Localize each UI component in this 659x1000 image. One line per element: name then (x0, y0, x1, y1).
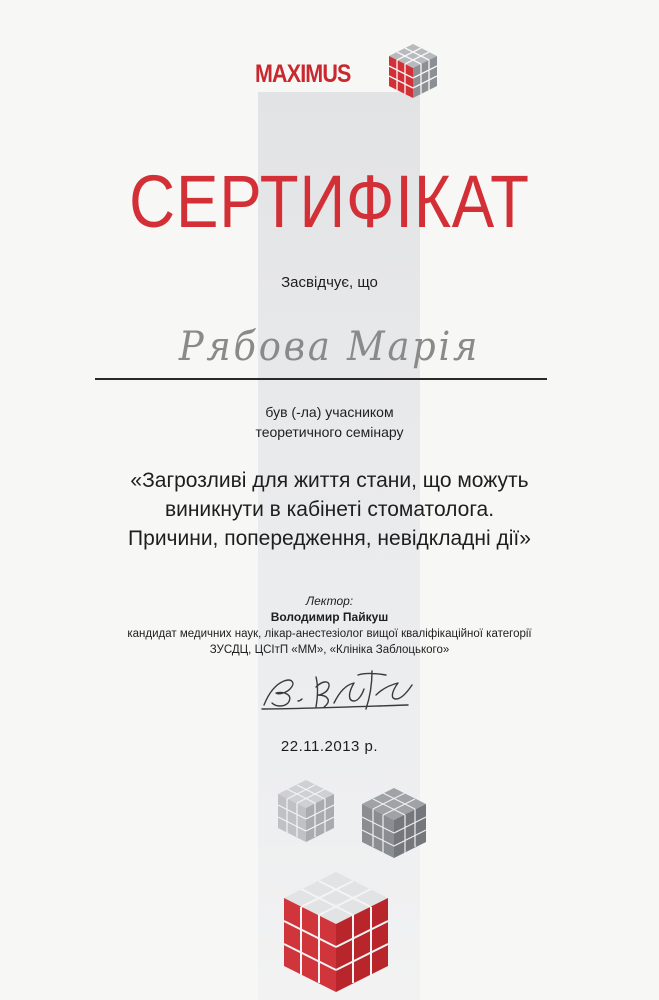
seminar-title-line: «Загрозливі для життя стани, що можуть (130, 469, 529, 492)
cube-icon (278, 780, 334, 842)
seminar-title-line: виникнути в кабінеті стоматолога. (164, 498, 495, 521)
logo-text: MAXIMUS (255, 60, 351, 88)
lecturer-credentials (0, 626, 659, 658)
lecturer-name: Володимир Пайкуш (270, 610, 389, 624)
lecturer-signature (258, 665, 418, 713)
credentials-line: кандидат медичних наук, лікар-анестезіолог вищої кваліфікаційної категорії (127, 628, 532, 640)
logo-cube-icon (387, 42, 439, 100)
maximus-logo (255, 42, 440, 104)
recipient-underline (95, 378, 547, 380)
certificate-date: 22.11.2013 р. (280, 738, 379, 755)
recipient-name: Рябова Марія (178, 324, 481, 370)
cube-icon (284, 872, 388, 992)
lecturer-label: Лектор: (305, 594, 354, 608)
participant-line: теоретичного семінару (255, 424, 404, 440)
credentials-line: ЗУСДЦ, ЦСІтП «ММ», «Клініка Заблоцького» (209, 644, 450, 656)
certificate-title: СЕРТИФІКАТ (129, 160, 530, 243)
decorative-cubes-icon (270, 780, 445, 1000)
participant-line: був (-ла) учасником (265, 404, 394, 420)
certifies-text: Засвідчує, що (281, 274, 378, 291)
seminar-title-line: Причини, попередження, невідкладні дії» (128, 527, 531, 550)
seminar-title (0, 466, 659, 553)
participant-text (0, 402, 659, 442)
cube-icon (362, 788, 426, 858)
